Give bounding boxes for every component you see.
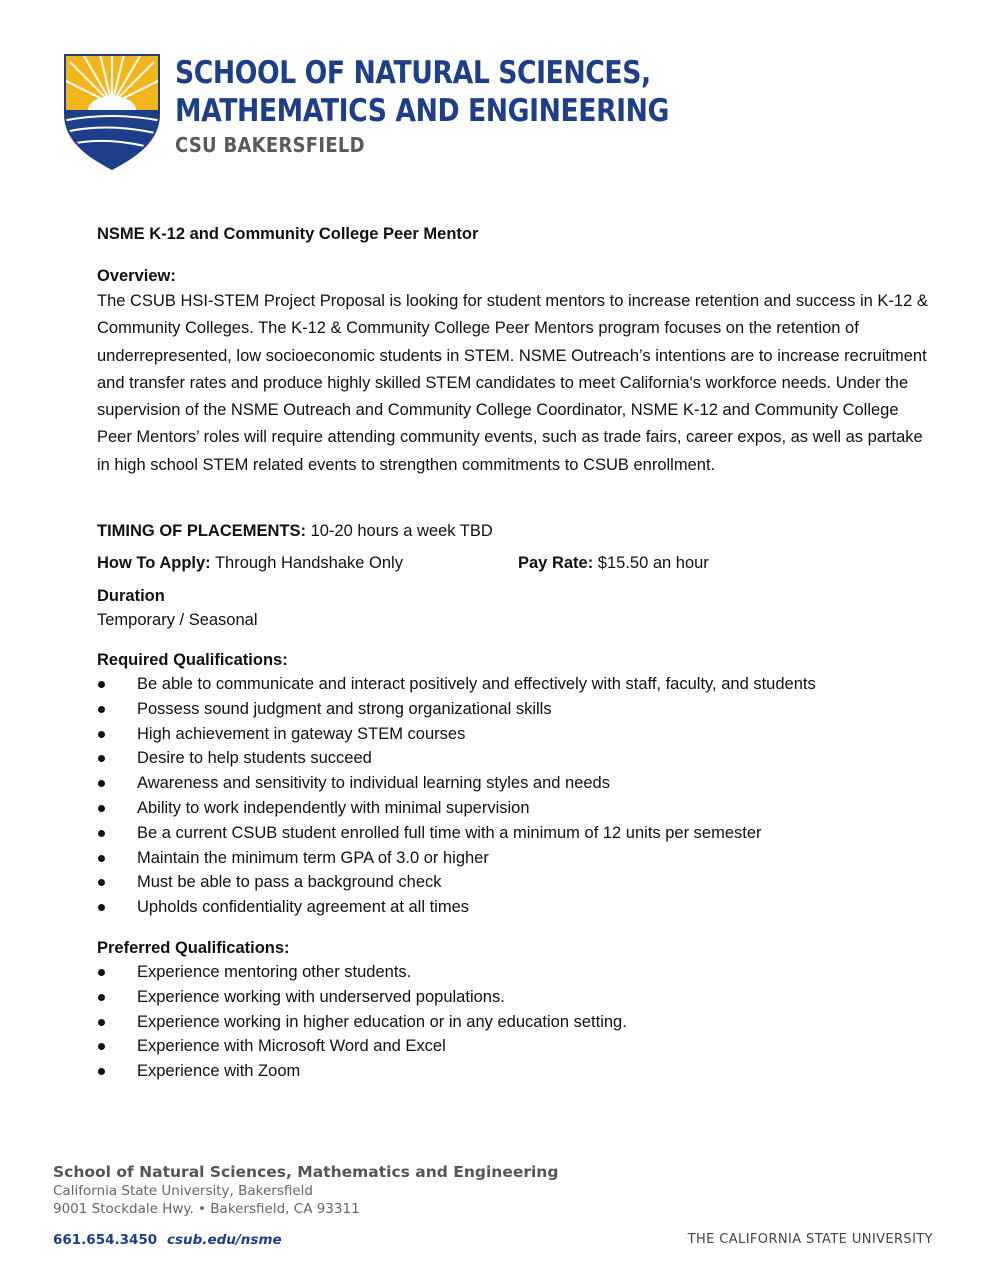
apply-pay-row bbox=[97, 551, 937, 575]
list-item-text: Experience working in higher education or in any education setting. bbox=[137, 1012, 627, 1031]
school-brand bbox=[175, 54, 749, 158]
bullet-icon bbox=[98, 755, 105, 762]
preferred-heading: Preferred Qualifications: bbox=[97, 939, 290, 958]
pay-field bbox=[518, 551, 709, 575]
required-list bbox=[97, 672, 937, 920]
list-item bbox=[97, 771, 937, 796]
list-item bbox=[97, 796, 937, 821]
footer-school-name: School of Natural Sciences, Mathematics and Engineering bbox=[53, 1163, 559, 1181]
bullet-icon bbox=[98, 1019, 105, 1026]
apply-label: How To Apply: bbox=[97, 554, 211, 573]
timing-line bbox=[97, 519, 937, 543]
brand-title-line-1: SCHOOL OF NATURAL SCIENCES, bbox=[175, 55, 651, 91]
document-body bbox=[97, 222, 937, 1084]
footer-contact-row bbox=[53, 1232, 933, 1252]
brand-subtitle: CSU BAKERSFIELD bbox=[175, 133, 365, 157]
bullet-icon bbox=[98, 994, 105, 1001]
preferred-list bbox=[97, 960, 937, 1084]
footer-website-link[interactable]: csub.edu/nsme bbox=[167, 1232, 282, 1248]
list-item bbox=[97, 846, 937, 871]
list-item-text: Experience mentoring other students. bbox=[137, 963, 412, 982]
timing-label: TIMING OF PLACEMENTS: bbox=[97, 522, 306, 541]
list-item-text: Experience with Zoom bbox=[137, 1062, 301, 1081]
list-item-text: Experience working with underserved populations. bbox=[137, 987, 505, 1006]
list-item bbox=[97, 697, 937, 722]
list-item bbox=[97, 1059, 937, 1084]
overview-text: The CSUB HSI-STEM Project Proposal is looking for student mentors to increase retention and success in K-12 & Community Colleges. The K-12 & Community College Peer Mentors program focuses on the retention of underrepresented, low socioeconomic students in STEM. NSME Outreach’s intentions are to increase recruitment and transfer rates and produce highly skilled STEM candidates to meet California's workforce needs. Under the supervision of the NSME Outreach and Community College Coordinator, NSME K-12 and Community College Peer Mentors’ roles will require attending community events, such as trade fairs, career expos, as well as partake in high school STEM related events to strengthen commitments to CSUB enrollment. bbox=[97, 292, 928, 474]
required-heading: Required Qualifications: bbox=[97, 651, 288, 670]
job-title: NSME K-12 and Community College Peer Mentor bbox=[97, 225, 479, 243]
bullet-icon bbox=[98, 1043, 105, 1050]
list-item bbox=[97, 672, 937, 697]
bullet-icon bbox=[98, 830, 105, 837]
list-item-text: Be able to communicate and interact positively and effectively with staff, faculty, and students bbox=[137, 675, 816, 694]
footer-address: 9001 Stockdale Hwy. • Bakersfield, CA 93311 bbox=[53, 1201, 360, 1217]
list-item-text: Desire to help students succeed bbox=[137, 749, 372, 768]
pay-value: $15.50 an hour bbox=[593, 554, 709, 573]
list-item-text: Possess sound judgment and strong organizational skills bbox=[137, 699, 552, 718]
list-item bbox=[97, 960, 937, 985]
list-item-text: Ability to work independently with minimal supervision bbox=[137, 799, 530, 818]
list-item bbox=[97, 1034, 937, 1059]
list-item-text: Awareness and sensitivity to individual learning styles and needs bbox=[137, 774, 610, 793]
list-item bbox=[97, 870, 937, 895]
bullet-icon bbox=[98, 706, 105, 713]
bullet-icon bbox=[98, 904, 105, 911]
csub-shield-logo-icon bbox=[62, 52, 162, 172]
list-item-text: Be a current CSUB student enrolled full time with a minimum of 12 units per semester bbox=[137, 823, 762, 842]
duration-value: Temporary / Seasonal bbox=[97, 611, 258, 630]
list-item bbox=[97, 895, 937, 920]
bullet-icon bbox=[98, 731, 105, 738]
list-item-text: Experience with Microsoft Word and Excel bbox=[137, 1037, 446, 1056]
pay-label: Pay Rate: bbox=[518, 554, 594, 573]
bullet-icon bbox=[98, 805, 105, 812]
bullet-icon bbox=[98, 681, 105, 688]
bullet-icon bbox=[98, 780, 105, 787]
list-item-text: Maintain the minimum term GPA of 3.0 or higher bbox=[137, 848, 489, 867]
brand-title-line-2: MATHEMATICS AND ENGINEERING bbox=[175, 93, 670, 129]
footer-phone: 661.654.3450 bbox=[53, 1232, 158, 1248]
list-item bbox=[97, 722, 937, 747]
page-footer bbox=[53, 1162, 933, 1248]
duration-heading: Duration bbox=[97, 587, 165, 606]
bullet-icon bbox=[98, 855, 105, 862]
overview-heading: Overview: bbox=[97, 267, 176, 285]
bullet-icon bbox=[98, 879, 105, 886]
list-item-text: High achievement in gateway STEM courses bbox=[137, 724, 466, 743]
bullet-icon bbox=[98, 969, 105, 976]
list-item bbox=[97, 821, 937, 846]
list-item bbox=[97, 746, 937, 771]
apply-field bbox=[97, 554, 403, 572]
list-item bbox=[97, 1010, 937, 1035]
footer-csu-system: THE CALIFORNIA STATE UNIVERSITY bbox=[687, 1232, 933, 1247]
footer-university: California State University, Bakersfield bbox=[53, 1183, 313, 1199]
timing-value: 10-20 hours a week TBD bbox=[306, 522, 493, 541]
list-item bbox=[97, 985, 937, 1010]
apply-value: Through Handshake Only bbox=[210, 554, 403, 573]
bullet-icon bbox=[98, 1068, 105, 1075]
list-item-text: Upholds confidentiality agreement at all times bbox=[137, 898, 470, 917]
list-item-text: Must be able to pass a background check bbox=[137, 873, 442, 892]
